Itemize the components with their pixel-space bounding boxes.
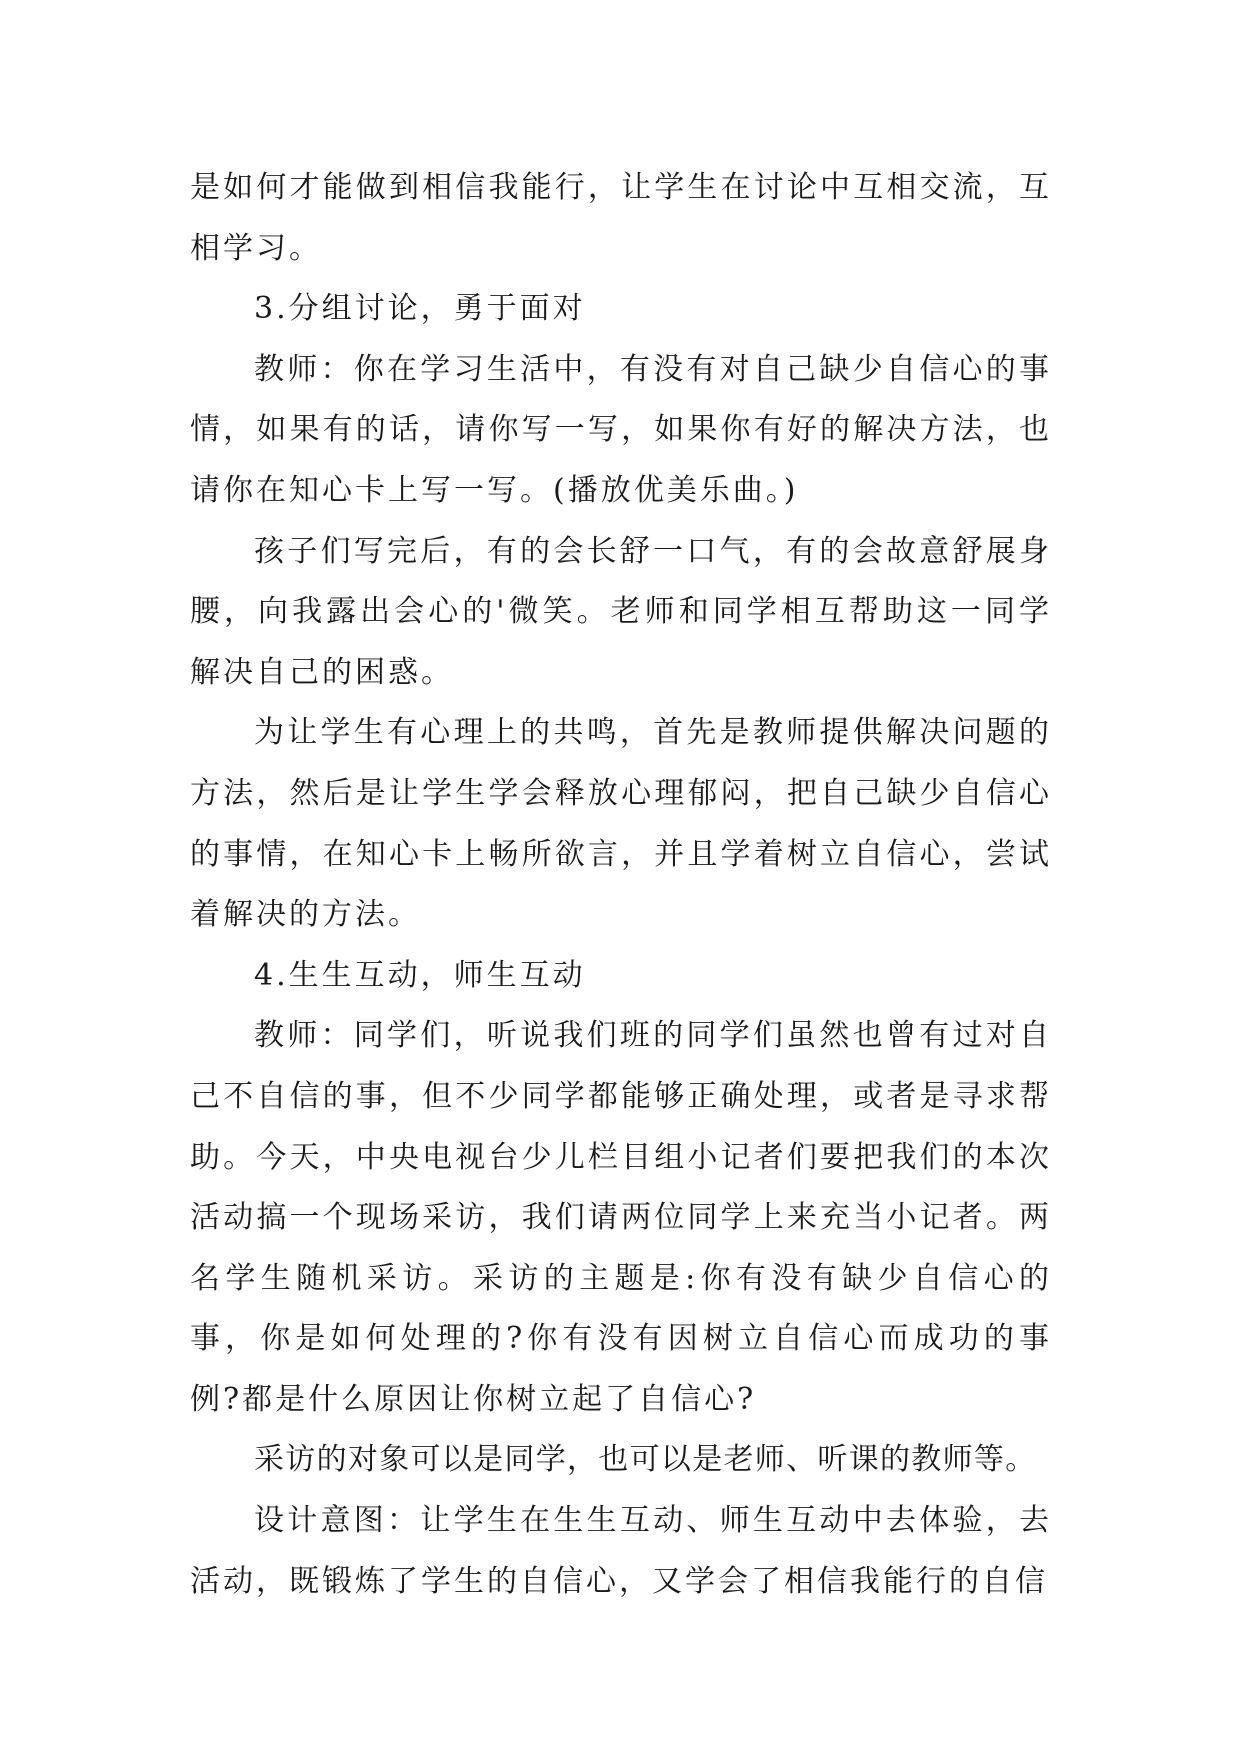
paragraph-design-intent: 设计意图：让学生在生生互动、师生互动中去体验，去活动，既锻炼了学生的自信心，又学会了相信我能行的自信 bbox=[190, 1503, 1052, 1599]
paragraph-teacher-prompt: 教师：你在学习生活中，有没有对自己缺少自信心的事情，如果有的话，请你写一写，如果你有好的解决方法，也请你在知心卡上写一写。(播放优美乐曲。) bbox=[190, 351, 1052, 508]
paragraph-children-reaction: 孩子们写完后，有的会长舒一口气，有的会故意舒展身腰，向我露出会心的'微笑。老师和同学相互帮助这一同学解决自己的困惑。 bbox=[190, 533, 1052, 690]
section-heading-interaction: 4.生生互动，师生互动 bbox=[254, 957, 586, 993]
paragraph-design-rationale-1: 为让学生有心理上的共鸣，首先是教师提供解决问题的方法，然后是让学生学会释放心理郁闷，把自己缺少自信心的事情，在知心卡上畅所欲言，并且学着树立自信心，尝试着解决的方法。 bbox=[190, 715, 1052, 933]
section-heading-group-discussion: 3.分组讨论，勇于面对 bbox=[254, 291, 586, 327]
paragraph-interview-activity: 教师：同学们，听说我们班的同学们虽然也曾有过对自己不自信的事，但不少同学都能够正确处理，或者是寻求帮助。今天，中央电视台少儿栏目组小记者们要把我们的本次活动搞一个现场采访，我们请两位同学上来充当小记者。两名学生随机采访。采访的主题是:你有没有缺少自信心的事，你是如何处理的?你有没有因树立自信心而成功的事例?都是什么原因让你树立起了自信心? bbox=[190, 1018, 1052, 1417]
paragraph-interview-targets: 采访的对象可以是同学，也可以是老师、听课的教师等。 bbox=[254, 1442, 1037, 1478]
paragraph-intro-continuation: 是如何才能做到相信我能行，让学生在讨论中互相交流，互相学习。 bbox=[190, 170, 1052, 266]
document-body bbox=[190, 158, 1052, 1612]
